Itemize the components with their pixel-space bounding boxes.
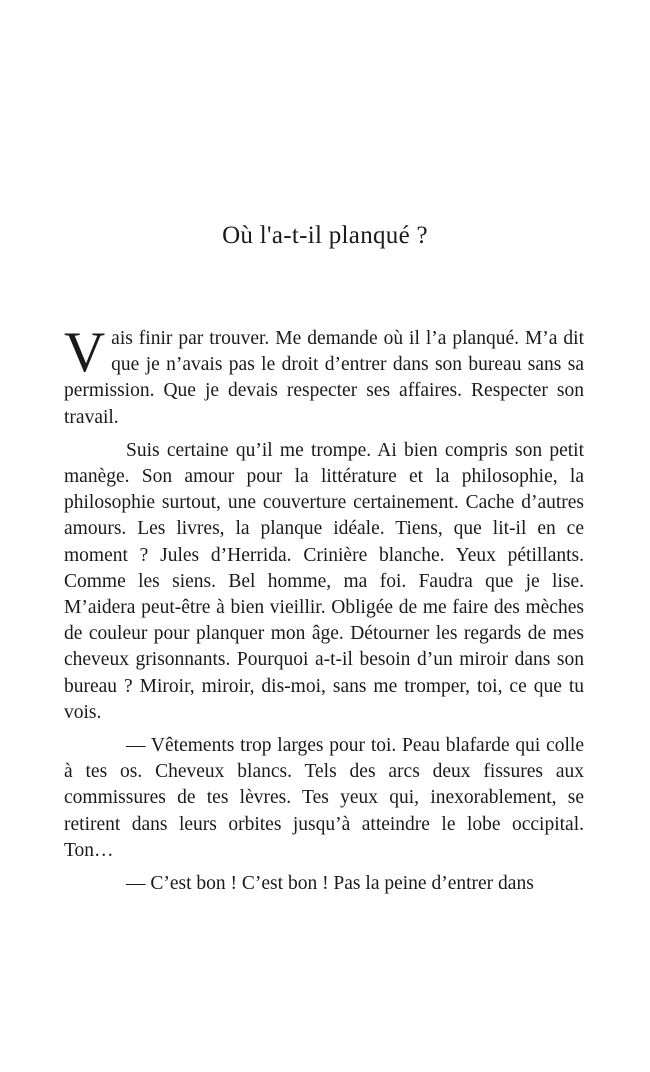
body-text xyxy=(64,321,584,897)
paragraph-1 xyxy=(64,321,584,431)
paragraph-4-dialogue: — C’est bon ! C’est bon ! Pas la peine d’entrer dans xyxy=(126,873,534,895)
chapter-title: Où l'a-t-il planqué ? xyxy=(222,222,428,249)
paragraph-2: Suis certaine qu’il me trompe. Ai bien compris son petit manège. Son amour pour la littérature et la philosophie, la philosophie surtout, une couverture certainement. Cache d’autres amours. Les livres, la planque idéale. Tiens, que lit-il en ce moment ? Jules d’Herrida. Crinière blanche. Yeux pétillants. Comme les siens. Bel homme, ma foi. Faudra que je lise. M’aidera peut-être à bien vieillir. Obligée de me faire des mèches de couleur pour planquer mon âge. Détourner les regards de mes cheveux grisonnants. Pourquoi a-t-il besoin d’un miroir dans son bureau ? Miroir, miroir, dis-moi, sans me tromper, toi, ce que tu vois. xyxy=(64,439,584,723)
paragraph-1-text: ais finir par trouver. Me demande où il l’a planqué. M’a dit que je n’avais pas le droit d’entrer dans son bureau sans sa permission. Que je devais respecter ses affaires. Respecter son travail. xyxy=(64,328,584,428)
paragraph-3-dialogue: — Vêtements trop larges pour toi. Peau blafarde qui colle à tes os. Cheveux blancs. Tels des arcs deux fissures aux commissures de tes lèvres. Tes yeux qui, inexorablement, se retirent dans leurs orbites jusqu’à atteindre le lobe occipital. Ton… xyxy=(64,735,584,861)
drop-cap: V xyxy=(64,321,106,384)
